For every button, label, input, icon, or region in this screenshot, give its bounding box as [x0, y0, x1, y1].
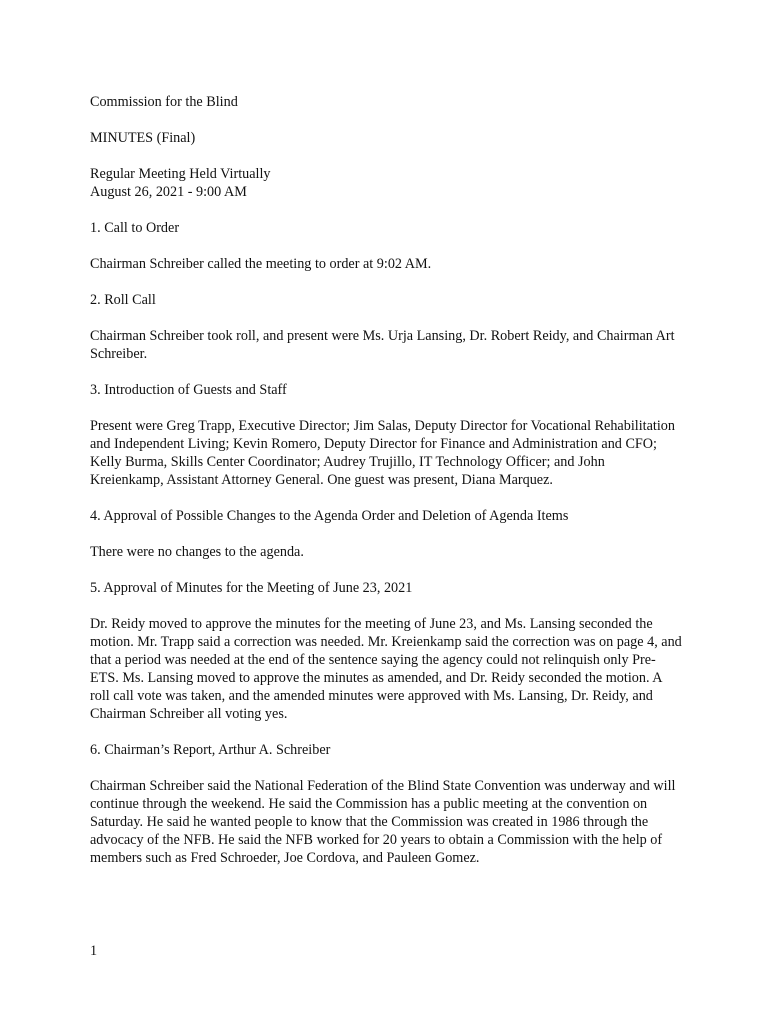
section-body-roll-call: Chairman Schreiber took roll, and present were Ms. Urja Lansing, Dr. Robert Reidy, and Chairman Art Schreiber.: [90, 328, 675, 362]
section-heading-guests-staff: 3. Introduction of Guests and Staff: [90, 382, 287, 398]
section-body-call-to-order: Chairman Schreiber called the meeting to order at 9:02 AM.: [90, 256, 432, 272]
section-heading-agenda-changes: 4. Approval of Possible Changes to the Agenda Order and Deletion of Agenda Items: [90, 508, 569, 524]
minutes-label: MINUTES (Final): [90, 130, 196, 146]
section-heading-roll-call: 2. Roll Call: [90, 292, 156, 308]
section-body-chairman-report: Chairman Schreiber said the National Federation of the Blind State Convention was underway and will continue through the weekend. He said the Commission has a public meeting at the convention on Saturday. He said he wanted people to know that the Commission was created in 1986 through the advocacy of the NFB. He said the NFB worked for 20 years to obtain a Commission with the help of members such as Fred Schroeder, Joe Cordova, and Pauleen Gomez.: [90, 778, 676, 866]
document-body: [90, 93, 682, 885]
meeting-date: August 26, 2021 - 9:00 AM: [90, 184, 247, 200]
org-title: Commission for the Blind: [90, 94, 238, 110]
page-number: 1: [90, 943, 98, 959]
meeting-type: Regular Meeting Held Virtually: [90, 166, 271, 182]
section-body-agenda-changes: There were no changes to the agenda.: [90, 544, 304, 560]
section-body-approval-minutes: Dr. Reidy moved to approve the minutes for the meeting of June 23, and Ms. Lansing seconded the motion. Mr. Trapp said a correction was needed. Mr. Kreienkamp said the correction was on page 4, and that a period was needed at the end of the sentence saying the agency could not relinquish only Pre-ETS. Ms. Lansing moved to approve the minutes as amended, and Dr. Reidy seconded the motion. A roll call vote was taken, and the amended minutes were approved with Ms. Lansing, Dr. Reidy, and Chairman Schreiber all voting yes.: [90, 616, 682, 722]
section-heading-approval-minutes: 5. Approval of Minutes for the Meeting of June 23, 2021: [90, 580, 413, 596]
section-heading-call-to-order: 1. Call to Order: [90, 220, 180, 236]
section-heading-chairman-report: 6. Chairman’s Report, Arthur A. Schreiber: [90, 742, 331, 758]
section-body-guests-staff: Present were Greg Trapp, Executive Director; Jim Salas, Deputy Director for Vocational Rehabilitation and Independent Living; Kevin Romero, Deputy Director for Finance and Administration and CFO; Kelly Burma, Skills Center Coordinator; Audrey Trujillo, IT Technology Officer; and John Kreienkamp, Assistant Attorney General. One guest was present, Diana Marquez.: [90, 418, 675, 488]
